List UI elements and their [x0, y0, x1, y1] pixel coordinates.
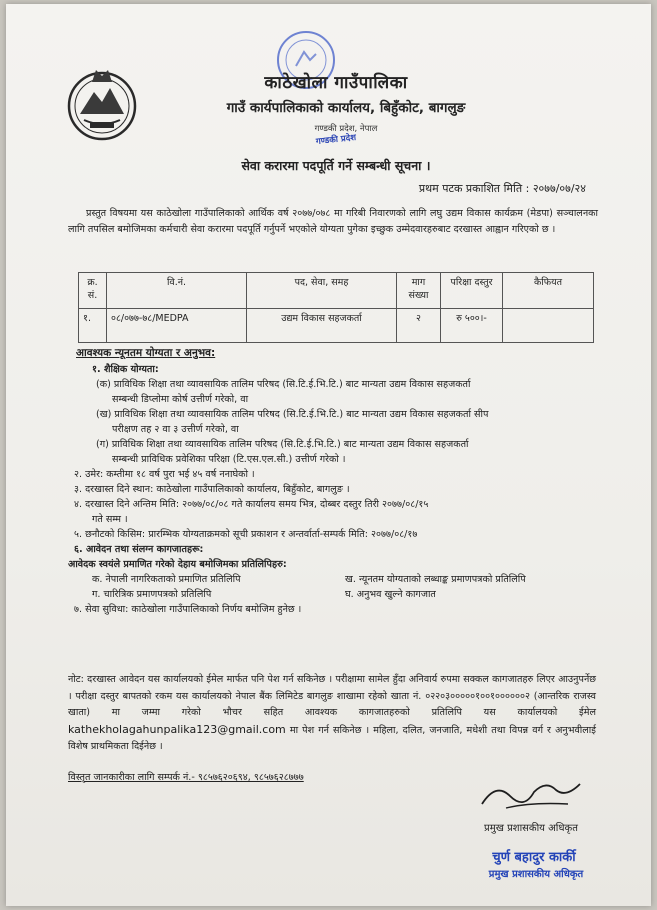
col-adv-no: वि.नं.	[107, 273, 247, 309]
note-text-part1: नोट: दरखास्त आवेदन यस कार्यालयको ईमेल मार्फत पनि पेश गर्न सकिनेछ । परीक्षामा सामेल हुँदा अनिवार्य रुपमा सक्कल कागजातहरु लिएर आउनुपर्नेछ । परीक्षा दस्तुर बापतको रकम यस कार्यालयको नेपाल बैंक लिमिटेड बागलुङ शाखामा रहेको खाता नं. ०२२०३०००००१००१००००००२ (आन्तरिक राजस्व खाता) मा जम्मा गरेको भौचर सहित आवश्यक कागजातहरुको प्रतिलिपि यस कार्यालयको ईमेल	[68, 674, 596, 718]
signatory-stamp-role: प्रमुख प्रशासकीय अधिकृत	[488, 869, 584, 880]
selection-method: ५. छनौटको किसिम: प्रारम्भिक योग्यताक्रमको सूची प्रकाशन र अन्तर्वार्ता-सम्पर्क मिति: २०७७/०८/१७	[74, 529, 418, 540]
cell-fee: रु ५००।-	[441, 309, 503, 343]
office-email: kathekholagahunpalika123@gmail.com	[68, 722, 286, 736]
cell-post: उद्यम विकास सहजकर्ता	[247, 309, 397, 343]
province-stamp: गण्डकी प्रदेश	[315, 132, 357, 148]
note-paragraph	[68, 672, 596, 756]
deadline-line2: गते सम्म ।	[92, 514, 128, 525]
edu-item-b-line1: (ख) प्राविधिक शिक्षा तथा व्यावसायिक तालिम परिषद (सि.टि.ई.भि.टि.) बाट मान्यता उद्यम विकास सहजकर्ता सीप	[96, 409, 489, 420]
col-sn: क्र. सं.	[79, 273, 107, 309]
nepal-emblem-logo	[64, 62, 140, 148]
requirements-heading: आवश्यक न्यूनतम योग्यता र अनुभव:	[76, 347, 216, 359]
age-requirement: २. उमेर: कम्तीमा १८ वर्ष पुरा भई ४५ वर्ष ननाघेको ।	[74, 469, 255, 480]
edu-item-b-line2: परीक्षण तह २ वा ३ उत्तीर्ण गरेको, वा	[112, 424, 239, 435]
doc-item-b: ख. न्यूनतम योग्यताको लब्धाङ्क प्रमाणपत्रको प्रतिलिपि	[345, 574, 526, 585]
col-post: पद, सेवा, समह	[247, 273, 397, 309]
col-quota: माग संख्या	[397, 273, 441, 309]
deadline-line1: ४. दरखास्त दिने अन्तिम मिति: २०७७/०८/०८ गते कार्यालय समय भित्र, दोब्बर दस्तुर तिरी २०७७/०८/१५	[74, 499, 429, 510]
vacancy-table	[78, 272, 594, 343]
doc-item-d: घ. अनुभव खुल्ने कागजात	[345, 589, 436, 600]
documents-subheading: आवेदक स्वयंले प्रमाणित गरेको देहाय बमोजिमका प्रतिलिपिहरु:	[68, 559, 287, 570]
education-heading: १. शैक्षिक योग्यता:	[92, 364, 159, 375]
documents-row	[74, 572, 598, 587]
doc-item-c: ग. चारित्रिक प्रमाणपत्रको प्रतिलिपि	[92, 589, 212, 600]
edu-item-c-line1: (ग) प्राविधिक शिक्षा तथा व्यावसायिक तालिम परिषद (सि.टि.ई.भि.टि.) बाट मान्यता उद्यम विकास सहजकर्ता	[96, 439, 469, 450]
cell-adv-no: ०८/०७७-७८/MEDPA	[107, 309, 247, 343]
documents-heading: ६. आवेदन तथा संलग्न कागजातहरू:	[74, 544, 204, 555]
office-address: गाउँ कार्यपालिकाको कार्यालय, बिहुँकोट, बागलुङ	[226, 100, 466, 116]
service-facility: ७. सेवा सुविधा: काठेखोला गाउँपालिकाको निर्णय बमोजिम हुनेछ ।	[74, 604, 302, 615]
col-fee: परिक्षा दस्तुर	[441, 273, 503, 309]
publish-date: प्रथम पटक प्रकाशित मिति : २०७७/०७/२४	[418, 182, 586, 195]
edu-item-a-line2: सम्बन्धी डिप्लोमा कोर्ष उत्तीर्ण गरेको, वा	[112, 394, 249, 405]
requirements-body	[68, 362, 598, 617]
table-row	[79, 309, 594, 343]
cell-sn: १.	[79, 309, 107, 343]
signatory-stamp-name: चुर्ण बहादुर कार्की	[492, 850, 576, 865]
notice-title: सेवा करारमा पदपूर्ति गर्ने सम्बन्धी सूचना ।	[241, 158, 431, 173]
doc-item-a: क. नेपाली नागरिकताको प्रमाणित प्रतिलिपि	[92, 574, 241, 585]
col-remarks: कैफियत	[503, 273, 594, 309]
signatory-role: प्रमुख प्रशासकीय अधिकृत	[484, 823, 578, 834]
table-header-row	[79, 273, 594, 309]
contact-numbers: विस्तृत जानकारीका लागि सम्पर्क नं.- ९८५७६२०६९४, ९८५७६२८७७७	[68, 772, 304, 783]
officer-signature	[476, 774, 586, 814]
cell-quota: २	[397, 309, 441, 343]
edu-item-c-line2: सम्बन्धी प्राविधिक प्रवेशिका परिक्षा (टि.एस.एल.सी.) उत्तीर्ण गरेको ।	[112, 454, 346, 465]
note-text-part2: मा पेश गर्न सकिनेछ । महिला, दलित, जनजाति, मधेशी तथा विपन्न वर्ग र अनुभवीलाई विशेष प्राथमिकता दिईनेछ ।	[68, 724, 596, 752]
notice-page	[6, 4, 651, 906]
org-name: काठेखोला गाउँपालिका	[264, 73, 408, 93]
edu-item-a-line1: (क) प्राविधिक शिक्षा तथा व्यावसायिक तालिम परिषद (सि.टि.ई.भि.टि.) बाट मान्यता उद्यम विकास सहजकर्ता	[96, 379, 471, 390]
province-line: गण्डकी प्रदेश, नेपाल	[314, 124, 378, 134]
cell-remarks	[503, 309, 594, 343]
application-place: ३. दरखास्त दिने स्थान: काठेखोला गाउँपालिकाको कार्यालय, बिहुँकोट, बागलुङ ।	[74, 484, 350, 495]
documents-row	[74, 587, 598, 602]
intro-paragraph: प्रस्तुत विषयमा यस काठेखोला गाउँपालिकाको आर्थिक वर्ष २०७७/०७८ मा गरिबी निवारणको लागि लघु उद्यम विकास कार्यक्रम (मेडपा) सञ्चालनका लागि तपसिल बमोजिमका कर्मचारी सेवा करारमा पदपूर्ति गर्नुपर्ने भएकोले योग्यता पुगेका इच्छुक उम्मेदवारहरुबाट दरखास्त आह्वान गरिएको छ ।	[68, 208, 598, 235]
